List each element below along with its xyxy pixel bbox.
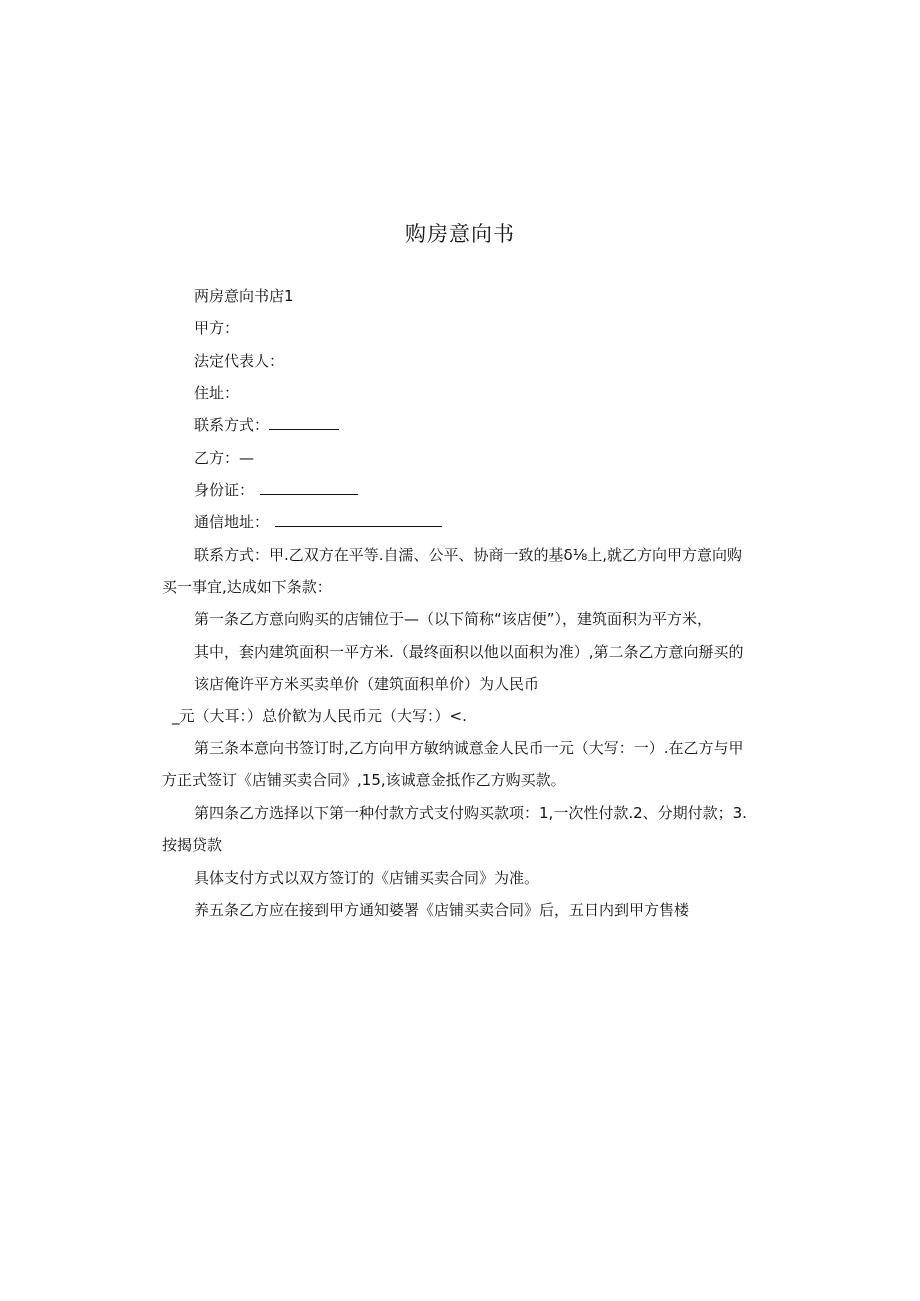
doc-line-payment-note: 具体支付方式以双方签订的《店铺买卖合同》为准。 (194, 869, 540, 887)
doc-line-article-5: 养五条乙方应在接到甲方通知婆署《店铺买卖合同》后，五日内到甲方售楼 (194, 901, 690, 919)
doc-line-article-1a: 第一条乙方意向购买的店铺位于—（以下简称“该店便”），建筑面积为平方米， (194, 610, 713, 628)
doc-line-legal-rep: 法定代表人： (194, 352, 285, 370)
doc-line-article-1b: 其中，套内建筑面积一平方米.（最终面积以他以面积为准）,第二条乙方意向掰买的 (194, 643, 744, 661)
doc-line-preamble-1: 联系方式：甲.乙双方在平等.自濡、公平、协商一致的基δ⅛上,就乙方向甲方意向购 (194, 546, 743, 564)
doc-line-store: 两房意向书店1 (194, 287, 294, 305)
contact-a-label: 联系方式： (194, 416, 270, 434)
document-title: 购房意向书 (405, 222, 515, 246)
mail-address-blank (275, 512, 442, 527)
contact-a-blank (269, 415, 339, 430)
mail-address-label: 通信地址： (194, 513, 270, 531)
doc-line-id (194, 480, 358, 500)
doc-line-article-4a: 第四条乙方选择以下第一种付款方式支付购买款项：1,一次性付款.2、分期付款；3. (194, 804, 747, 822)
doc-line-party-b: 乙方：— (194, 449, 255, 467)
doc-line-preamble-2: 买一事宜,达成如下条款： (162, 578, 332, 596)
doc-line-article-2b: _元（大耳：）总价歓为人民币元（大写：）<. (172, 707, 467, 725)
doc-line-article-3b: 方正式签订《店铺买卖合同》,15,该诚意金抵作乙方购买款。 (162, 771, 566, 789)
doc-line-party-a: 甲方： (194, 319, 240, 337)
doc-line-article-2a: 该店俺许平方米买卖单价（建筑面积单价）为人民币 (194, 675, 540, 693)
doc-line-article-3a: 第三条本意向书签订时,乙方向甲方敏纳诚意金人民币一元（大写：一）.在乙方与甲 (194, 739, 744, 757)
doc-line-address: 住址： (194, 384, 240, 402)
id-label: 身份证： (194, 481, 255, 499)
doc-line-contact-a (194, 415, 339, 435)
doc-line-article-4b: 按揭贷款 (162, 836, 223, 854)
id-blank (260, 480, 358, 495)
doc-line-mail-address (194, 512, 442, 532)
